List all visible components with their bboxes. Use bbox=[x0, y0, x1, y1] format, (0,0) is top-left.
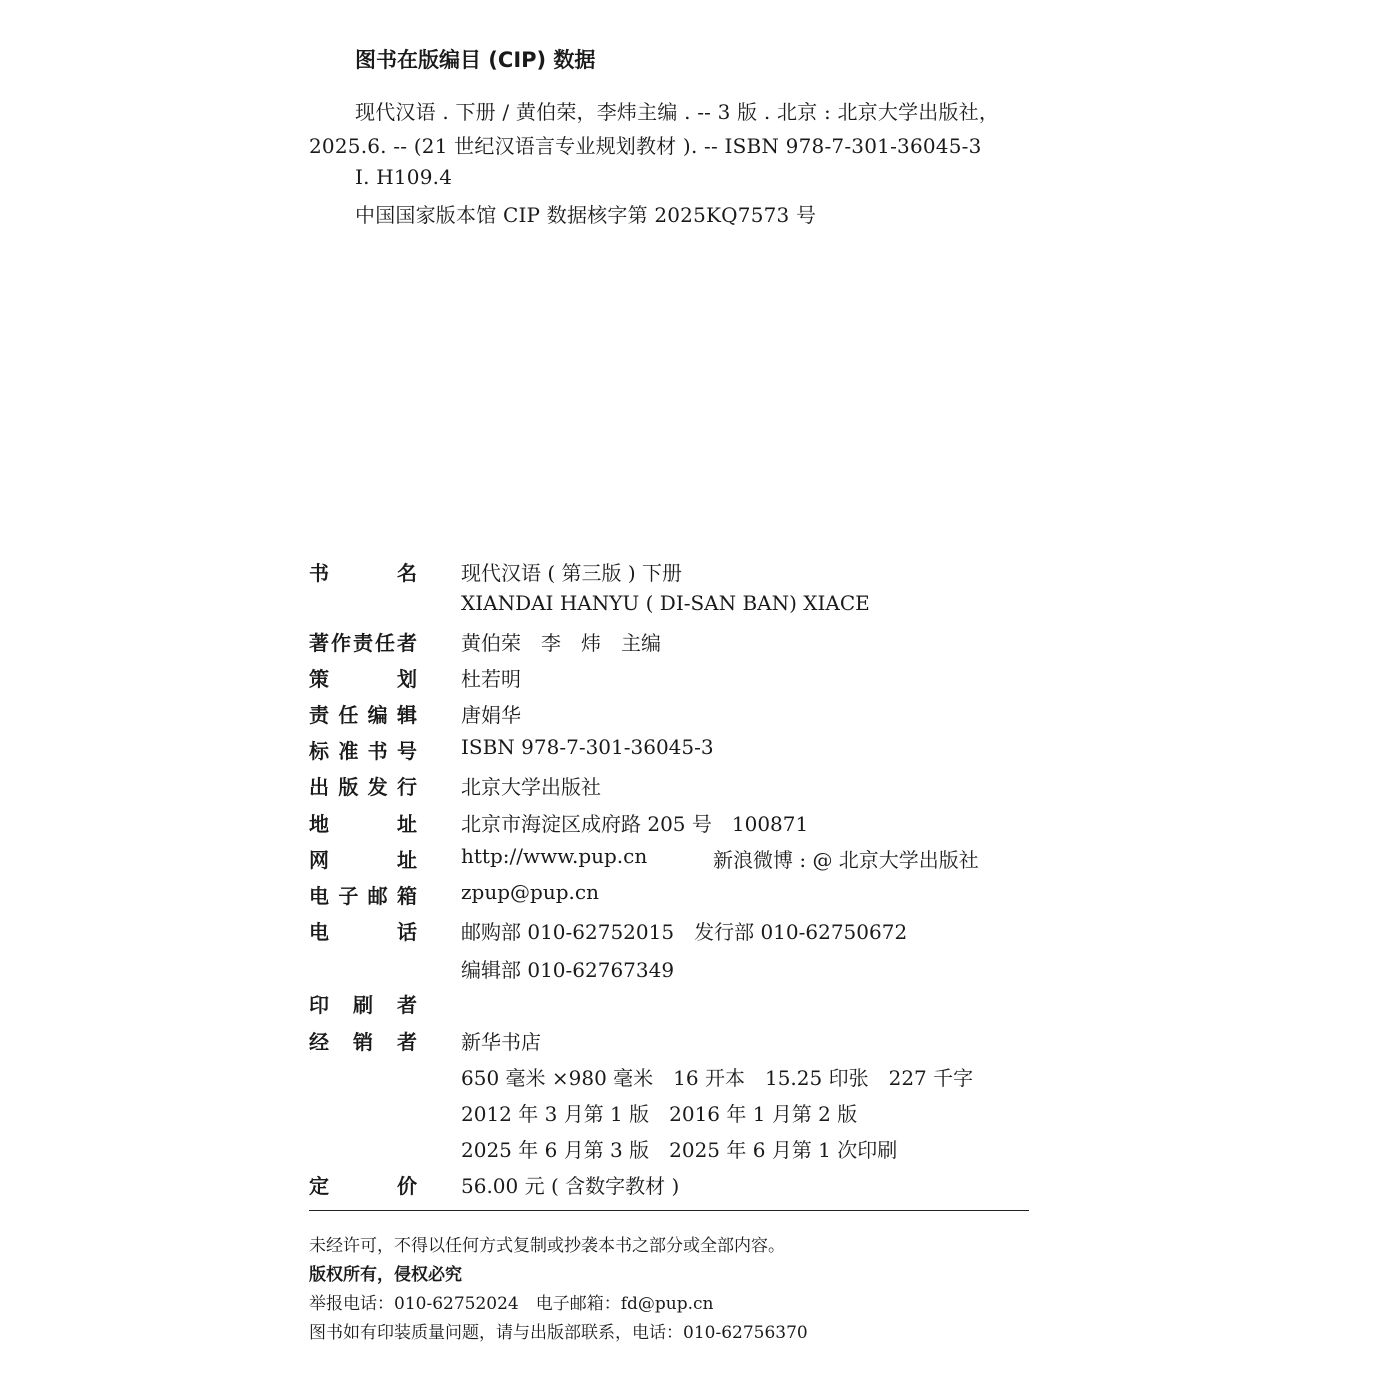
website-label: 网址 bbox=[309, 848, 417, 872]
book-name-label: 书名 bbox=[309, 561, 417, 585]
edition-value-2: 2025 年 6 月第 3 版 2025 年 6 月第 1 次印刷 bbox=[461, 1138, 898, 1162]
distributor-value: 新华书店 bbox=[461, 1030, 541, 1054]
planner-value: 杜若明 bbox=[461, 667, 521, 691]
phone-label: 电话 bbox=[309, 920, 417, 944]
quality-contact: 图书如有印装质量问题，请与出版部联系，电话：010-62756370 bbox=[309, 1323, 808, 1343]
cip-line-1: 现代汉语 . 下册 / 黄伯荣，李炜主编 . -- 3 版 . 北京 : 北京大学出版社， bbox=[355, 100, 1000, 124]
rights-notice: 版权所有，侵权必究 bbox=[309, 1265, 462, 1285]
price-label: 定价 bbox=[309, 1174, 417, 1198]
cip-title: 图书在版编目 (CIP) 数据 bbox=[355, 48, 596, 72]
isbn-label: 标准书号 bbox=[309, 739, 417, 763]
book-name-value: 现代汉语 ( 第三版 ) 下册 bbox=[461, 561, 683, 585]
email-label: 电子邮箱 bbox=[309, 884, 417, 908]
phone-value-2: 编辑部 010-62767349 bbox=[461, 958, 675, 982]
author-label: 著作责任者 bbox=[309, 631, 417, 655]
cip-classification: Ⅰ. H109.4 bbox=[355, 165, 453, 189]
address-label: 地址 bbox=[309, 812, 417, 836]
publisher-value: 北京大学出版社 bbox=[461, 775, 601, 799]
copy-notice: 未经许可，不得以任何方式复制或抄袭本书之部分或全部内容。 bbox=[309, 1236, 785, 1256]
book-name-pinyin: XIANDAI HANYU ( DI-SAN BAN) XIACE bbox=[461, 591, 870, 615]
distributor-label: 经销者 bbox=[309, 1030, 417, 1054]
cip-line-2: 2025.6. -- (21 世纪汉语言专业规划教材 ). -- ISBN 978-7-301-36045-3 bbox=[309, 134, 982, 158]
cip-record-number: 中国国家版本馆 CIP 数据核字第 2025KQ7573 号 bbox=[355, 203, 817, 227]
editor-value: 唐娟华 bbox=[461, 703, 521, 727]
editor-label: 责任编辑 bbox=[309, 703, 417, 727]
publisher-label: 出版发行 bbox=[309, 775, 417, 799]
weibo-value: 新浪微博 : @ 北京大学出版社 bbox=[713, 848, 979, 872]
spec-value: 650 毫米 ×980 毫米 16 开本 15.25 印张 227 千字 bbox=[461, 1066, 974, 1090]
edition-value-1: 2012 年 3 月第 1 版 2016 年 1 月第 2 版 bbox=[461, 1102, 858, 1126]
report-contact: 举报电话：010-62752024 电子邮箱：fd@pup.cn bbox=[309, 1294, 714, 1314]
printer-label: 印刷者 bbox=[309, 993, 417, 1017]
phone-value-1: 邮购部 010-62752015 发行部 010-62750672 bbox=[461, 920, 908, 944]
planner-label: 策划 bbox=[309, 667, 417, 691]
website-link[interactable]: http://www.pup.cn bbox=[461, 844, 648, 868]
author-value: 黄伯荣 李 炜 主编 bbox=[461, 631, 661, 655]
divider-line bbox=[309, 1210, 1029, 1211]
email-link[interactable]: zpup@pup.cn bbox=[461, 880, 599, 904]
isbn-value: ISBN 978-7-301-36045-3 bbox=[461, 735, 714, 759]
address-value: 北京市海淀区成府路 205 号 100871 bbox=[461, 812, 809, 836]
price-value: 56.00 元 ( 含数字教材 ) bbox=[461, 1174, 680, 1198]
